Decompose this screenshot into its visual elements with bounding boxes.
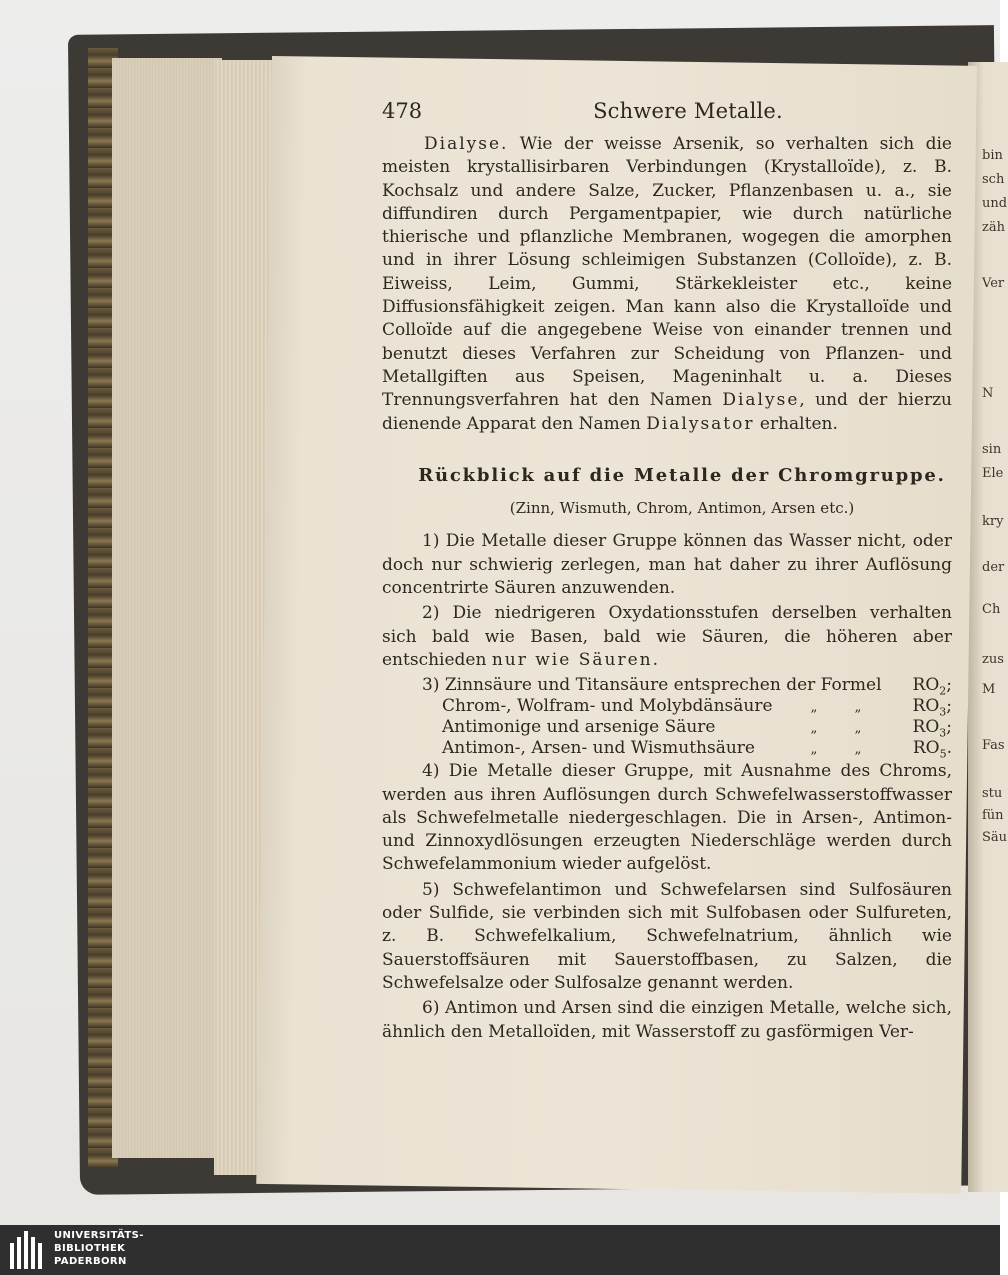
adjacent-page-fragment: Ele <box>982 466 1004 481</box>
formula-row <box>382 674 952 698</box>
adjacent-page-fragment: stu <box>982 786 1003 801</box>
adjacent-page-fragment: Ch <box>982 602 1001 617</box>
library-logo-line: PADERBORN <box>54 1256 127 1267</box>
library-logo-icon <box>8 1231 52 1269</box>
adjacent-page-fragment: M <box>982 682 996 697</box>
formula-name: Chrom-, Wolfram- und Molybdänsäure <box>442 696 773 717</box>
section-subheading: (Zinn, Wismuth, Chrom, Antimon, Arsen etc.) <box>509 499 855 518</box>
dialyse-name: Dialyse <box>722 390 800 411</box>
ditto-mark: „ <box>810 700 818 716</box>
formula-value: $RO_5$. <box>912 738 952 761</box>
list-item-5: 5) Schwefelantimon und Schwefelarsen sind Sulfosäuren oder Sulfide, sie verbinden sich mit Sulfobasen oder Sulfureten, z. B. Schwefelkalium, Schwefelnatrium, ähnlich wie Sauerstoffsäuren mit Sauerstoffbasen, zu Salzen, die Schwefelsalze oder Sulfosalze genannt werden. <box>382 879 952 993</box>
adjacent-page-fragment: zäh <box>982 220 1005 235</box>
list-item-2-emphasis: nur wie Säuren. <box>491 649 660 670</box>
adjacent-page-fragment: N <box>982 386 994 401</box>
list-item-6: 6) Antimon und Arsen sind die einzigen Metalle, welche sich, ähnlich den Metalloïden, mit Wasserstoff zu gasförmigen Ver- <box>382 998 952 1042</box>
formula-name: Antimonige und arsenige Säure <box>442 717 716 738</box>
list-item-2 <box>382 602 952 672</box>
adjacent-page-fragment: fün <box>982 808 1004 823</box>
adjacent-page-fragment: der <box>982 560 1005 575</box>
adjacent-page-fragment: sin <box>982 442 1002 457</box>
library-logo-line: BIBLIOTHEK <box>54 1243 126 1254</box>
list-item-1: 1) Die Metalle dieser Gruppe können das Wasser nicht, oder doch nur schwierig zerlegen, man hat daher zu ihrer Auflösung concentrirte Säuren anzuwenden. <box>382 531 952 599</box>
ditto-mark: „ <box>810 742 818 758</box>
adjacent-page-fragment: zus <box>982 652 1004 667</box>
dialyse-term: Dialyse. <box>424 134 509 154</box>
formula-row <box>382 695 952 719</box>
adjacent-page-fragment: und <box>982 196 1008 211</box>
running-title: Schwere Metalle. <box>593 99 783 123</box>
running-head <box>382 100 952 130</box>
ditto-mark: „ <box>854 742 862 758</box>
adjacent-page-fragment: sch <box>982 172 1005 187</box>
formula-table <box>382 674 952 761</box>
list-item-4: 4) Die Metalle dieser Gruppe, mit Ausnahme des Chroms, werden aus ihren Auflösungen durch Schwefelwasserstoffwasser als Schwefelmetalle niedergeschlagen. Die in Arsen-, Antimon- und Zinnoxydlösungen erzeugten Niederschläge werden durch Schwefelammonium wieder aufgelöst. <box>382 761 952 875</box>
formula-value: $RO_3$; <box>912 696 952 719</box>
dialyse-paragraph <box>382 133 952 436</box>
dialyse-text-3: erhalten. <box>754 413 838 434</box>
formula-value: $RO_2$; <box>912 675 952 698</box>
page-text <box>382 100 952 1044</box>
ditto-mark: „ <box>854 721 862 737</box>
ditto-mark: „ <box>854 700 862 716</box>
library-footer-bar <box>0 1225 1000 1275</box>
section-heading: Rückblick auf die Metalle der Chromgruppe. <box>418 464 946 486</box>
adjacent-page-fragment: bin <box>982 148 1003 163</box>
dialyse-text-2: , und der hierzu dienende Apparat den Namen <box>382 390 952 434</box>
page-stack-left <box>112 58 222 1158</box>
library-logo-text <box>54 1229 144 1268</box>
adjacent-page-fragment: Ver <box>982 276 1005 291</box>
adjacent-page-fragment: Säu <box>982 830 1008 845</box>
formula-name: 3) Zinnsäure und Titansäure entsprechen der Formel <box>422 675 882 696</box>
page-number: 478 <box>382 99 423 123</box>
ditto-mark: „ <box>810 721 818 737</box>
formula-row <box>382 716 952 740</box>
dialyse-text-1: Wie der weisse Arsenik, so verhalten sich die meisten krystallisirbaren Verbindungen (Krystalloïde), z. B. Kochsalz und andere Salze, Zucker, Pflanzenbasen u. a., sie diffundiren durch Pergamentpapier, wie durch natürliche thierische und pflanzliche Membranen, wogegen die amorphen und in ihrer Lösung schleimigen Substanzen (Colloïde), z. B. Eiweiss, Leim, Gummi, Stärkekleister etc., keine Diffusionsfähigkeit zeigen. Man kann also die Krystalloïde und Colloïde auf die angegebene Weise von einander trennen und benutzt dieses Verfahren zur Scheidung von Pflanzen- und Metallgiften aus Speisen, Mageninhalt u. a. Dieses Trennungsverfahren hat den Namen <box>382 134 952 411</box>
formula-value: $RO_3$; <box>912 717 952 740</box>
formula-name: Antimon-, Arsen- und Wismuthsäure <box>442 738 755 759</box>
adjacent-page-fragment: kry <box>982 514 1004 529</box>
formula-row <box>382 737 952 761</box>
dialysator-name: Dialysator <box>646 413 755 434</box>
library-logo-line: UNIVERSITÄTS- <box>54 1230 144 1241</box>
list-item-2-text: 2) Die niedrigeren Oxydationsstufen derselben verhalten sich bald wie Basen, bald wie Säuren, die höheren aber entschieden <box>382 603 952 670</box>
adjacent-page-fragment: Fas <box>982 738 1005 753</box>
